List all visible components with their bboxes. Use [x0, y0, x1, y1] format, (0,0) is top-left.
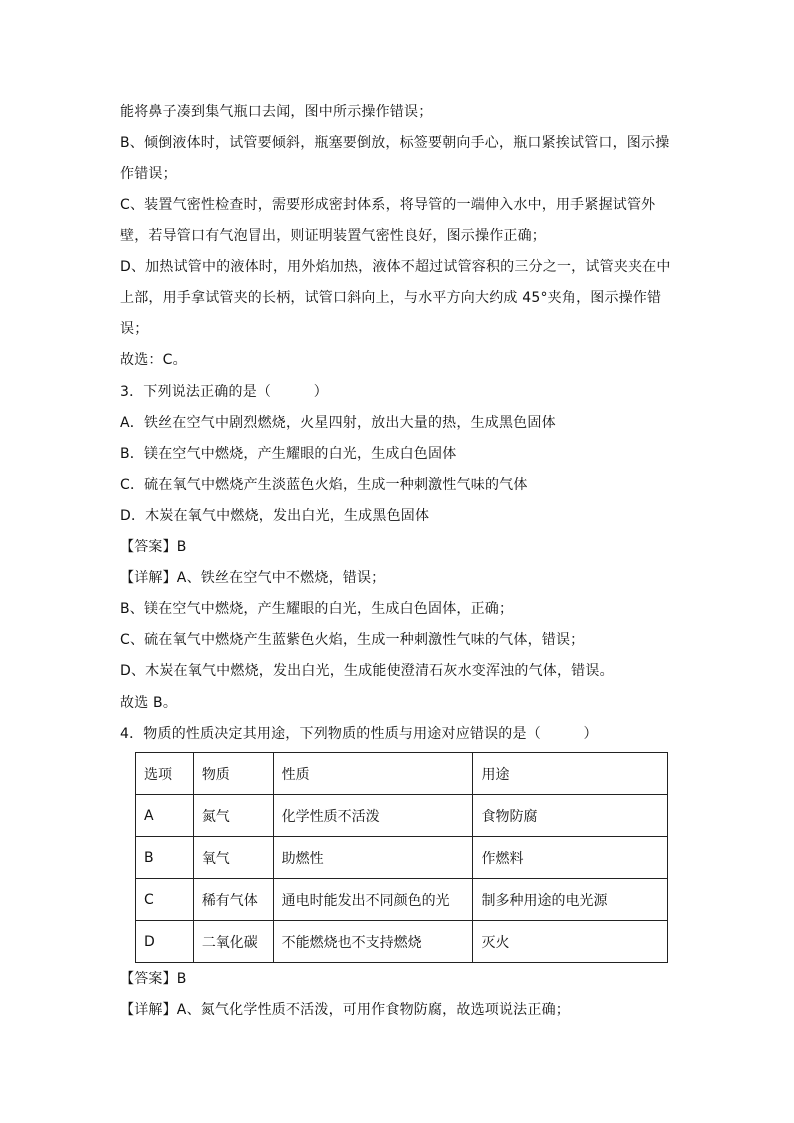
- table-cell: 氧气: [193, 837, 273, 879]
- table-cell: C: [136, 879, 194, 921]
- table-row: [136, 837, 668, 879]
- paragraph-line: C、装置气密性检查时，需要形成密封体系，将导管的一端伸入水中，用手紧握试管外: [120, 197, 656, 213]
- table-header-cell: 选项: [136, 753, 194, 795]
- question-3-option-d: D．木炭在氧气中燃烧，发出白光，生成黑色固体: [120, 508, 430, 524]
- question-4-stem: 4．物质的性质决定其用途，下列物质的性质与用途对应错误的是（ ）: [120, 726, 598, 742]
- question-3-option-a: A．铁丝在空气中剧烈燃烧，火星四射，放出大量的热，生成黑色固体: [120, 415, 556, 431]
- question-3-explain-line: C、硫在氧气中燃烧产生蓝紫色火焰，生成一种刺激性气味的气体，错误；: [120, 632, 585, 648]
- question-3-explain-line: B、镁在空气中燃烧，产生耀眼的白光，生成白色固体，正确；: [120, 601, 514, 617]
- table-cell: 助燃性: [273, 837, 473, 879]
- table-cell: 通电时能发出不同颜色的光: [273, 879, 473, 921]
- paragraph-line: 壁，若导管口有气泡冒出，则证明装置气密性良好，图示操作正确；: [120, 228, 546, 244]
- question-3-explain-line: 【详解】A、铁丝在空气中不燃烧，错误；: [120, 570, 386, 586]
- table-header-cell: 用途: [473, 753, 668, 795]
- paragraph-line: 能将鼻子凑到集气瓶口去闻，图中所示操作错误；: [120, 104, 433, 120]
- table-cell: 灭火: [473, 921, 668, 963]
- table-cell: 二氧化碳: [193, 921, 273, 963]
- table-header-cell: 性质: [273, 753, 473, 795]
- paragraph-line: B、倾倒液体时，试管要倾斜，瓶塞要倒放，标签要朝向手心，瓶口紧挨试管口，图示操: [120, 135, 670, 151]
- table-cell: 作燃料: [473, 837, 668, 879]
- table-cell: 稀有气体: [193, 879, 273, 921]
- paragraph-line: D、加热试管中的液体时，用外焰加热，液体不超过试管容积的三分之一，试管夹夹在中: [120, 259, 671, 275]
- table-cell: A: [136, 795, 194, 837]
- paragraph-line: 故选：C。: [120, 352, 187, 368]
- paragraph-line: 作错误；: [120, 166, 177, 182]
- table-row: [136, 795, 668, 837]
- question-3-explain-line: D、木炭在氧气中燃烧，发出白光，生成能使澄清石灰水变浑浊的气体，错误。: [120, 663, 614, 679]
- table-cell: 食物防腐: [473, 795, 668, 837]
- table-row: [136, 921, 668, 963]
- question-3-option-c: C．硫在氧气中燃烧产生淡蓝色火焰，生成一种刺激性气味的气体: [120, 477, 528, 493]
- question-3-answer: 【答案】B: [120, 539, 187, 555]
- table-header-cell: 物质: [193, 753, 273, 795]
- table-cell: D: [136, 921, 194, 963]
- table-cell: 化学性质不活泼: [273, 795, 473, 837]
- paragraph-line: 误；: [120, 321, 149, 337]
- question-4-explain-line: 【详解】A、氮气化学性质不活泼，可用作食物防腐，故选项说法正确；: [120, 1002, 570, 1018]
- table-row: [136, 879, 668, 921]
- question-3-option-b: B．镁在空气中燃烧，产生耀眼的白光，生成白色固体: [120, 446, 457, 462]
- question-4-answer: 【答案】B: [120, 971, 187, 987]
- table-header-row: [136, 753, 668, 795]
- table-cell: B: [136, 837, 194, 879]
- paragraph-line: 上部，用手拿试管夹的长柄，试管口斜向上，与水平方向大约成 45°夹角，图示操作错: [120, 290, 662, 306]
- question-3-stem: 3．下列说法正确的是（ ）: [120, 384, 328, 400]
- question-3-conclusion: 故选 B。: [120, 695, 178, 711]
- table-cell: 不能燃烧也不支持燃烧: [273, 921, 473, 963]
- table-cell: 制多种用途的电光源: [473, 879, 668, 921]
- table-cell: 氮气: [193, 795, 273, 837]
- property-use-table: [135, 752, 668, 963]
